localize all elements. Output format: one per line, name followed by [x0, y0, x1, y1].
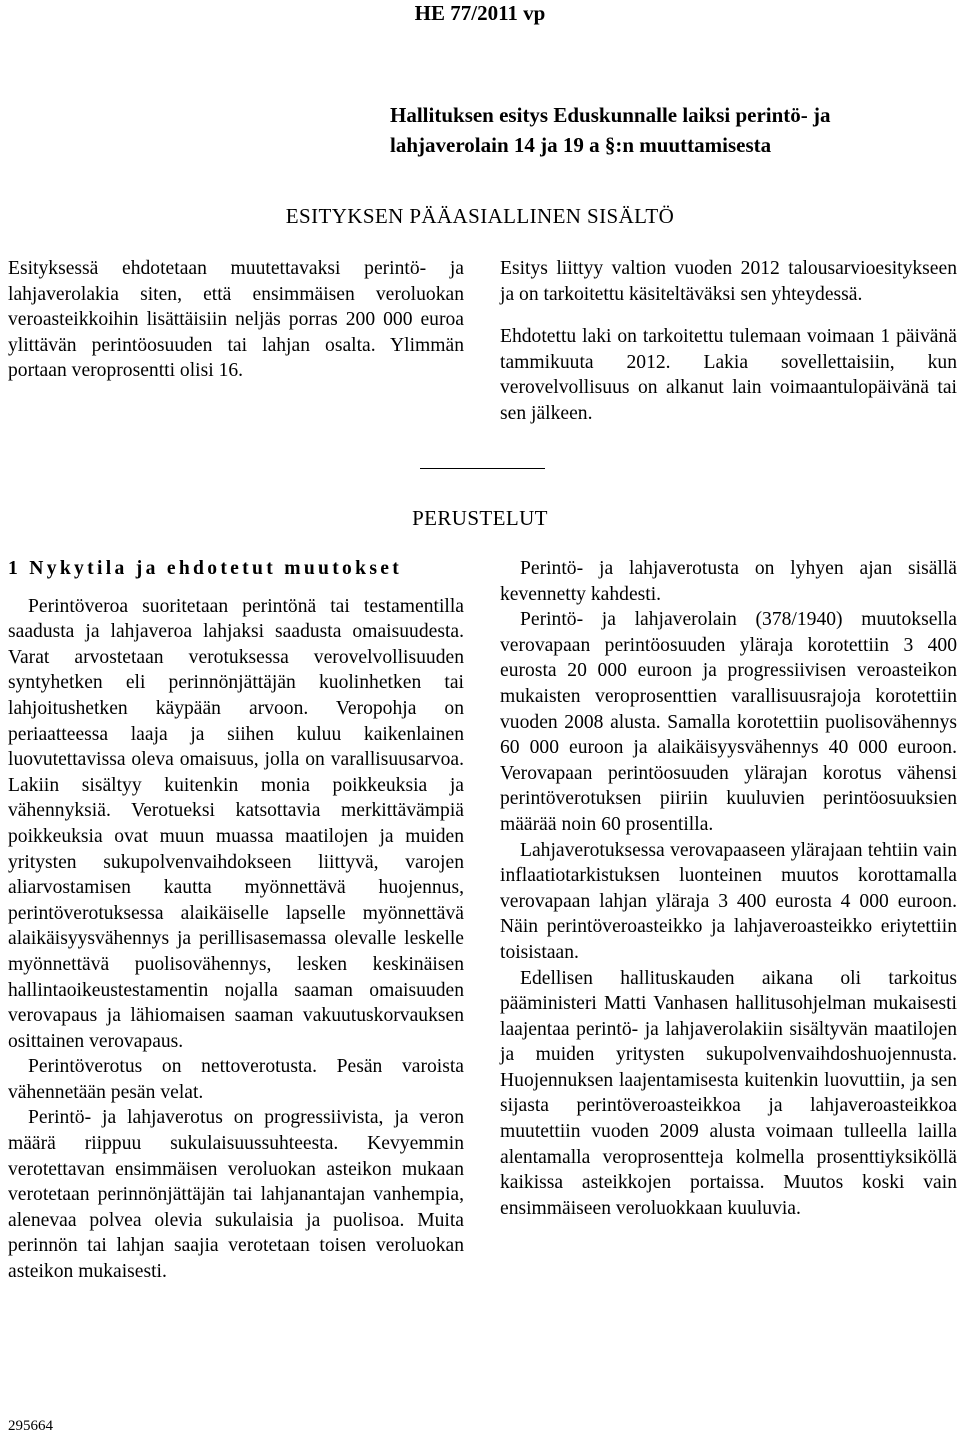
body-paragraph: Perintöverotus on nettoverotusta. Pesän varoista vähennetään pesän velat. — [8, 1056, 464, 1103]
summary-left-column — [8, 256, 464, 384]
perustelut-left-column — [8, 556, 464, 1285]
body-paragraph: Edellisen hallituskauden aikana oli tarkoitus pääministeri Matti Vanhasen hallitusohjelman mukaisesti laajentaa perintö- ja lahjaverolakiin sisältyvän maatilojen ja muiden yritysten sukupolvenvaihdoshuojennusta. Huojennuksen laajentamisesta kuitenkin luovuttiin, ja sen sijasta perintöveroasteikkoa ja lahjaveroasteikkoa muutettiin vuoden 2009 alusta voimaan tulleella lailla alentamalla veroprosentteja kolmella prosenttiyksiköllä kaikissa asteikkojen portaissa. Muutos koski vain ensimmäiseen veroluokkaan kuuluvia. — [500, 967, 957, 1219]
summary-right-column — [500, 256, 957, 427]
summary-heading: ESITYKSEN PÄÄASIALLINEN SISÄLTÖ — [285, 204, 675, 228]
summary-left-paragraph: Esityksessä ehdotetaan muutettavaksi perintö- ja lahjaverolakia siten, että ensimmäisen veroluokan veroasteikkoihin lisättäisiin neljäs porras 200 000 euroa ylittävän perintöosuuden tai lahjan osalta. Ylimmän portaan veroprosentti olisi 16. — [8, 258, 464, 382]
body-paragraph: Perintö- ja lahjaverotusta on lyhyen ajan sisällä kevennetty kahdesti. — [500, 558, 957, 605]
summary-right-paragraph-2: Ehdotettu laki on tarkoitettu tulemaan voimaan 1 päivänä tammikuuta 2012. Lakia sovellettaisiin, kun verovelvollisuus on alkanut lain voimaantulopäivänä tai sen jälkeen. — [500, 326, 957, 424]
body-paragraph: Lahjaverotuksessa verovapaaseen ylärajaan tehtiin vain inflaatiotarkistuksen luonteinen muutos korottamalla verovapaan lahjan yläraja 3 400 eurosta 4 000 euroon. Näin perintöveroasteikko ja lahjaveroasteikko eriytettiin toisistaan. — [500, 839, 957, 963]
perustelut-right-column — [500, 556, 957, 1221]
bill-title: Hallituksen esitys Eduskunnalle laiksi perintö- ja lahjaverolain 14 ja 19 a §:n muuttamisesta — [390, 103, 831, 157]
footer-code: 295664 — [8, 1418, 53, 1434]
summary-right-paragraph-1: Esitys liittyy valtion vuoden 2012 talousarvioesitykseen ja on tarkoitettu käsiteltäväksi sen yhteydessä. — [500, 258, 957, 305]
body-paragraph: Perintö- ja lahjaverotus on progressiivista, ja veron määrä riippuu sukulaisuussuhteesta. Kevyemmin verotettavan ensimmäisen veroluokan asteikon mukaan verotetaan perinnönjättäjän tai lahjanantajan vanhempia, alenevaa polvea olevia sukulaisia ja puolisoa. Muita perinnön tai lahjan saajia verotetaan toisen veroluokan asteikon mukaisesti. — [8, 1107, 464, 1283]
body-paragraph: Perintöveroa suoritetaan perintönä tai testamentilla saadusta ja lahjaveroa lahjaksi saadusta omaisuudesta. Varat arvostetaan verotuksessa verovelvollisuuden syntyhetken eli perinnönjättäjän kuolinhetken tai lahjoitushetken käypään arvoon. Veropohja on periaatteessa laaja ja siihen kuluu kaikenlainen luovutettavissa oleva omaisuus, jolla on varallisuusarvoa. Lakiin sisältyy kuitenkin monia poikkeuksia ja vähennyksiä. Verotueksi katsottavia merkittävämpiä poikkeuksia ovat muun muassa maatilojen ja muiden yritysten sukupolvenvaihdokseen liittyvä, varojen aliarvostamisen kautta myönnettävä huojennus, perintöverotuksessa alaikäiselle lapselle myönnettävä alaikäisyysvähennys ja perillisasemassa olevalle leskelle myönnettävä puolisovähennys, lesken keskinäisen hallintaoikeustestamentin nojalla saaman omaisuuden verovapaus ja lähiomaisen saaman vakuutuskorvauksen osittainen verovapaus. — [8, 595, 464, 1052]
document-header: HE 77/2011 vp — [414, 1, 546, 25]
perustelut-heading: PERUSTELUT — [412, 506, 548, 530]
section-divider — [420, 468, 545, 469]
chapter-heading: 1 Nykytila ja ehdotetut muutokset — [8, 558, 403, 579]
body-paragraph: Perintö- ja lahjaverolain (378/1940) muutoksella verovapaan perintöosuuden yläraja korotettiin 3 400 eurosta 20 000 euroon ja progressiivisen veroasteikon mukaisten veroprosenttien varallisuusrajoja korotettiin vuoden 2008 alusta. Samalla korotettiin puolisovähennys 60 000 euroon ja alaikäisyysvähennys 40 000 euroon. Verovapaan perintöosuuden ylärajan korotus vähensi perintöverotuksen piiriin kuuluvien perintöosuuksien määrää noin 60 prosentilla. — [500, 609, 957, 835]
